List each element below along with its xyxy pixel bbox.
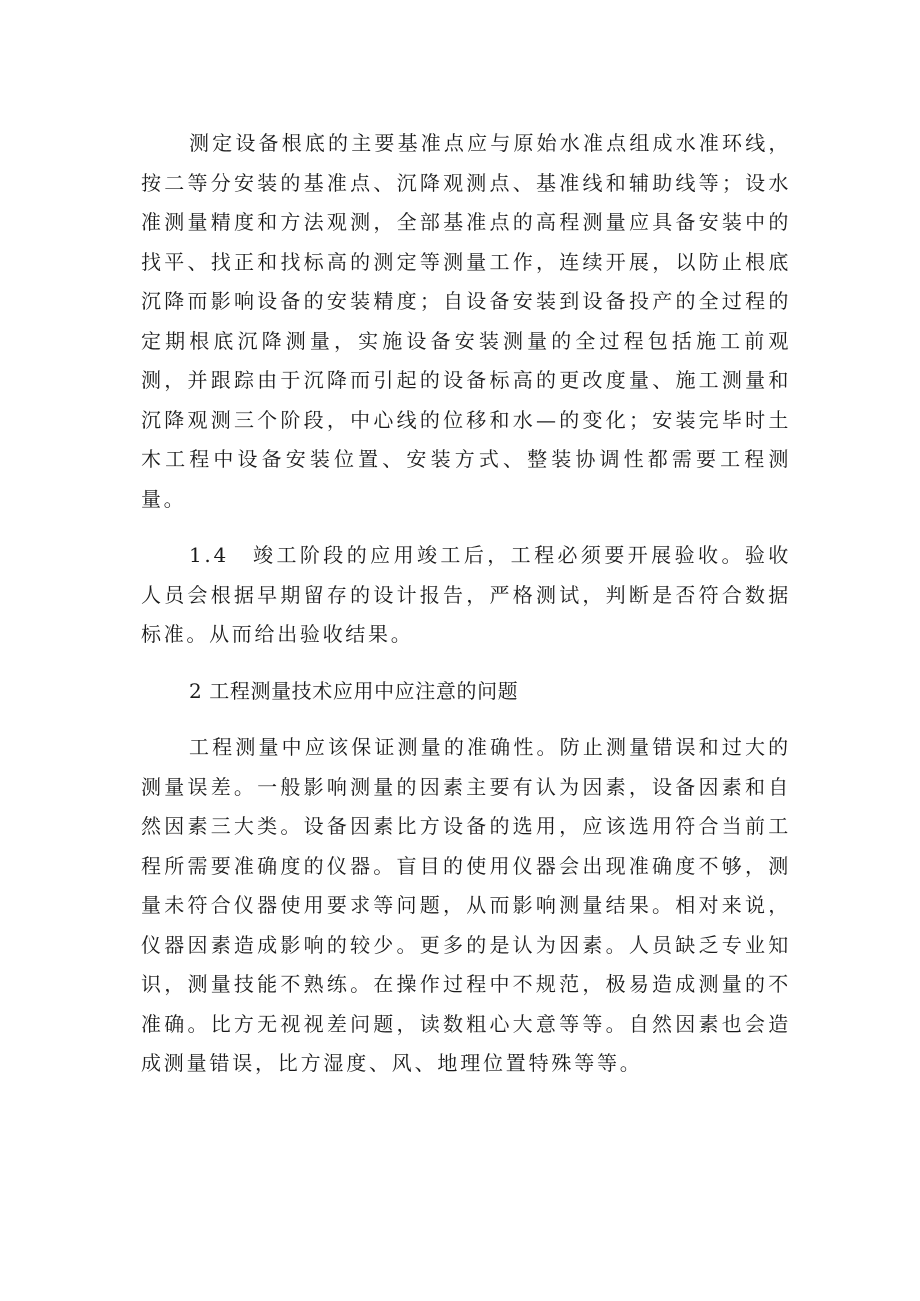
section-heading: 2 工程测量技术应用中应注意的问题	[189, 678, 519, 703]
document-body	[141, 124, 791, 1084]
paragraph-equipment-foundation: 测定设备根底的主要基准点应与原始水准点组成水准环线，按二等分安装的基准点、沉降观测点、基准线和辅助线等；设水准测量精度和方法观测，全部基准点的高程测量应具备安装中的找平、找正和找标高的测定等测量工作，连续开展，以防止根底沉降而影响设备的安装精度；自设备安装到设备投产的全过程的定期根底沉降测量，实施设备安装测量的全过程包括施工前观测，并跟踪由于沉降而引起的设备标高的更改度量、施工测量和沉降观测三个阶段，中心线的位移和水—的变化；安装完毕时土木工程中设备安装位置、安装方式、整装协调性都需要工程测量。	[141, 131, 791, 511]
paragraph-completion-stage: 1.4 竣工阶段的应用竣工后，工程必须要开展验收。验收人员会根据早期留存的设计报告，严格测试，判断是否符合数据标准。从而给出验收结果。	[141, 543, 791, 646]
paragraph-measurement-accuracy: 工程测量中应该保证测量的准确性。防止测量错误和过大的测量误差。一般影响测量的因素主要有认为因素，设备因素和自然因素三大类。设备因素比方设备的选用，应该选用符合当前工程所需要准确度的仪器。盲目的使用仪器会出现准确度不够，测量未符合仪器使用要求等问题，从而影响测量结果。相对来说，仪器因素造成影响的较少。更多的是认为因素。人员缺乏专业知识，测量技能不熟练。在操作过程中不规范，极易造成测量的不准确。比方无视视差问题，读数粗心大意等等。自然因素也会造成测量错误，比方湿度、风、地理位置特殊等等。	[141, 735, 791, 1075]
